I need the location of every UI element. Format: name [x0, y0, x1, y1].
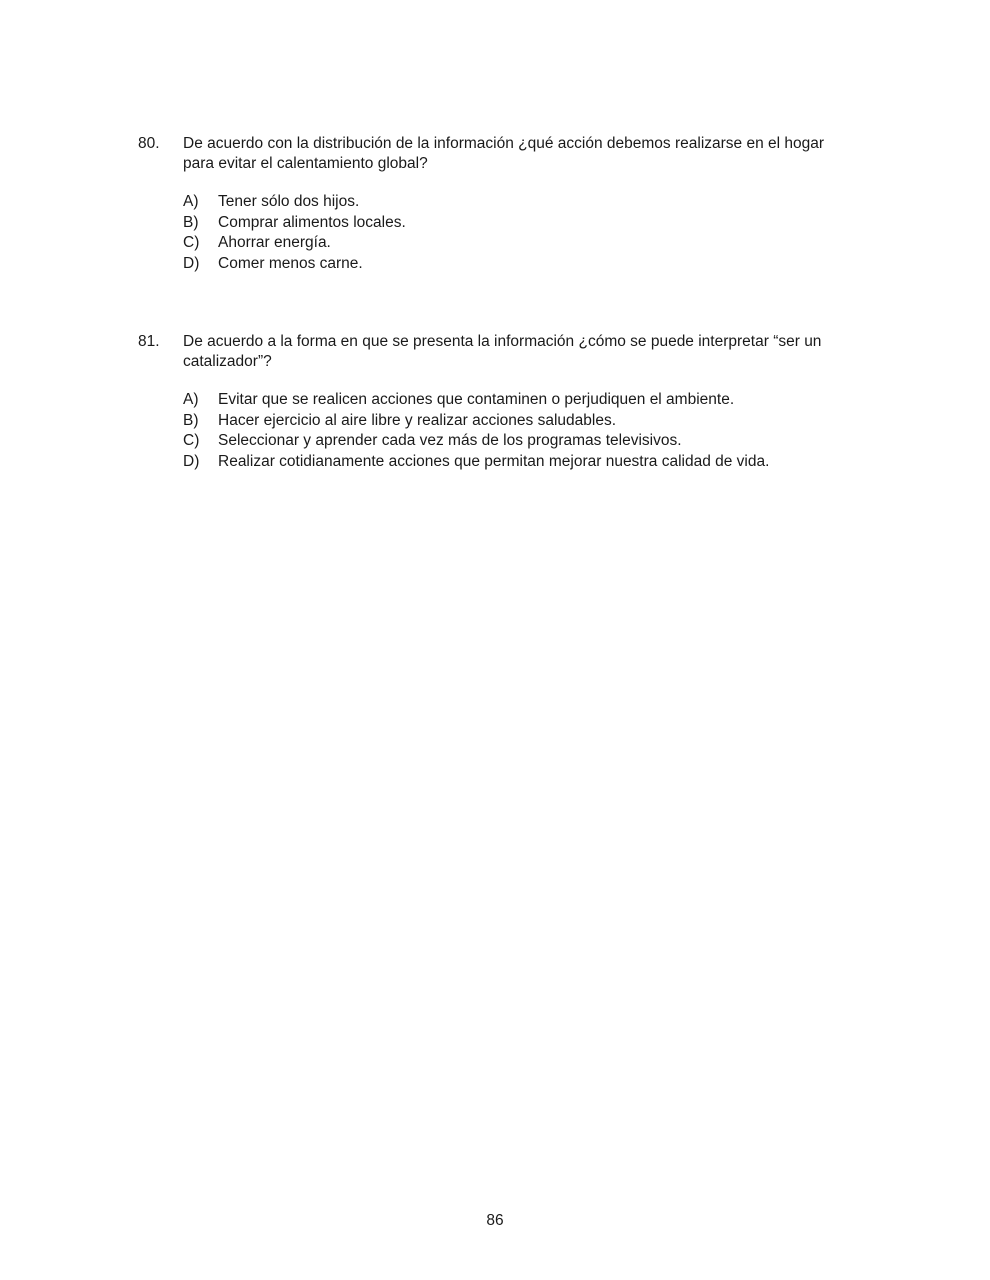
page-number: 86 — [486, 1212, 504, 1229]
option-letter: A) — [183, 391, 199, 408]
question-stem — [138, 332, 858, 372]
option-letter: B) — [183, 213, 199, 231]
option-text: Hacer ejercicio al aire libre y realizar acciones saludables. — [218, 411, 617, 429]
option-letter: C) — [183, 234, 200, 251]
option-b — [183, 213, 858, 234]
question-stem — [138, 134, 858, 174]
question-80 — [138, 134, 858, 274]
option-text: Comer menos carne. — [218, 254, 363, 272]
option-text: Realizar cotidianamente acciones que permitan mejorar nuestra calidad de vida. — [218, 452, 770, 470]
answer-options — [183, 192, 858, 274]
question-text: De acuerdo a la forma en que se presenta la información ¿cómo se puede interpretar “ser un catalizador”? — [183, 333, 822, 370]
question-81 — [138, 332, 858, 472]
option-d — [183, 254, 858, 275]
option-text: Evitar que se realicen acciones que contaminen o perjudiquen el ambiente. — [218, 391, 735, 408]
option-a — [183, 390, 858, 411]
option-c — [183, 233, 858, 254]
option-letter: D) — [183, 452, 200, 470]
option-text: Ahorrar energía. — [218, 234, 331, 251]
option-a — [183, 192, 858, 213]
question-text: De acuerdo con la distribución de la información ¿qué acción debemos realizarse en el hogar para evitar el calentamiento global? — [183, 135, 825, 172]
question-number: 81. — [138, 333, 160, 350]
option-letter: D) — [183, 254, 200, 272]
question-number: 80. — [138, 135, 160, 152]
option-c — [183, 431, 858, 452]
answer-options — [183, 390, 858, 472]
option-letter: B) — [183, 411, 199, 429]
option-text: Tener sólo dos hijos. — [218, 193, 360, 210]
option-d — [183, 452, 858, 473]
option-letter: C) — [183, 432, 200, 449]
option-text: Seleccionar y aprender cada vez más de los programas televisivos. — [218, 432, 682, 449]
option-letter: A) — [183, 193, 199, 210]
option-b — [183, 411, 858, 432]
option-text: Comprar alimentos locales. — [218, 213, 406, 231]
